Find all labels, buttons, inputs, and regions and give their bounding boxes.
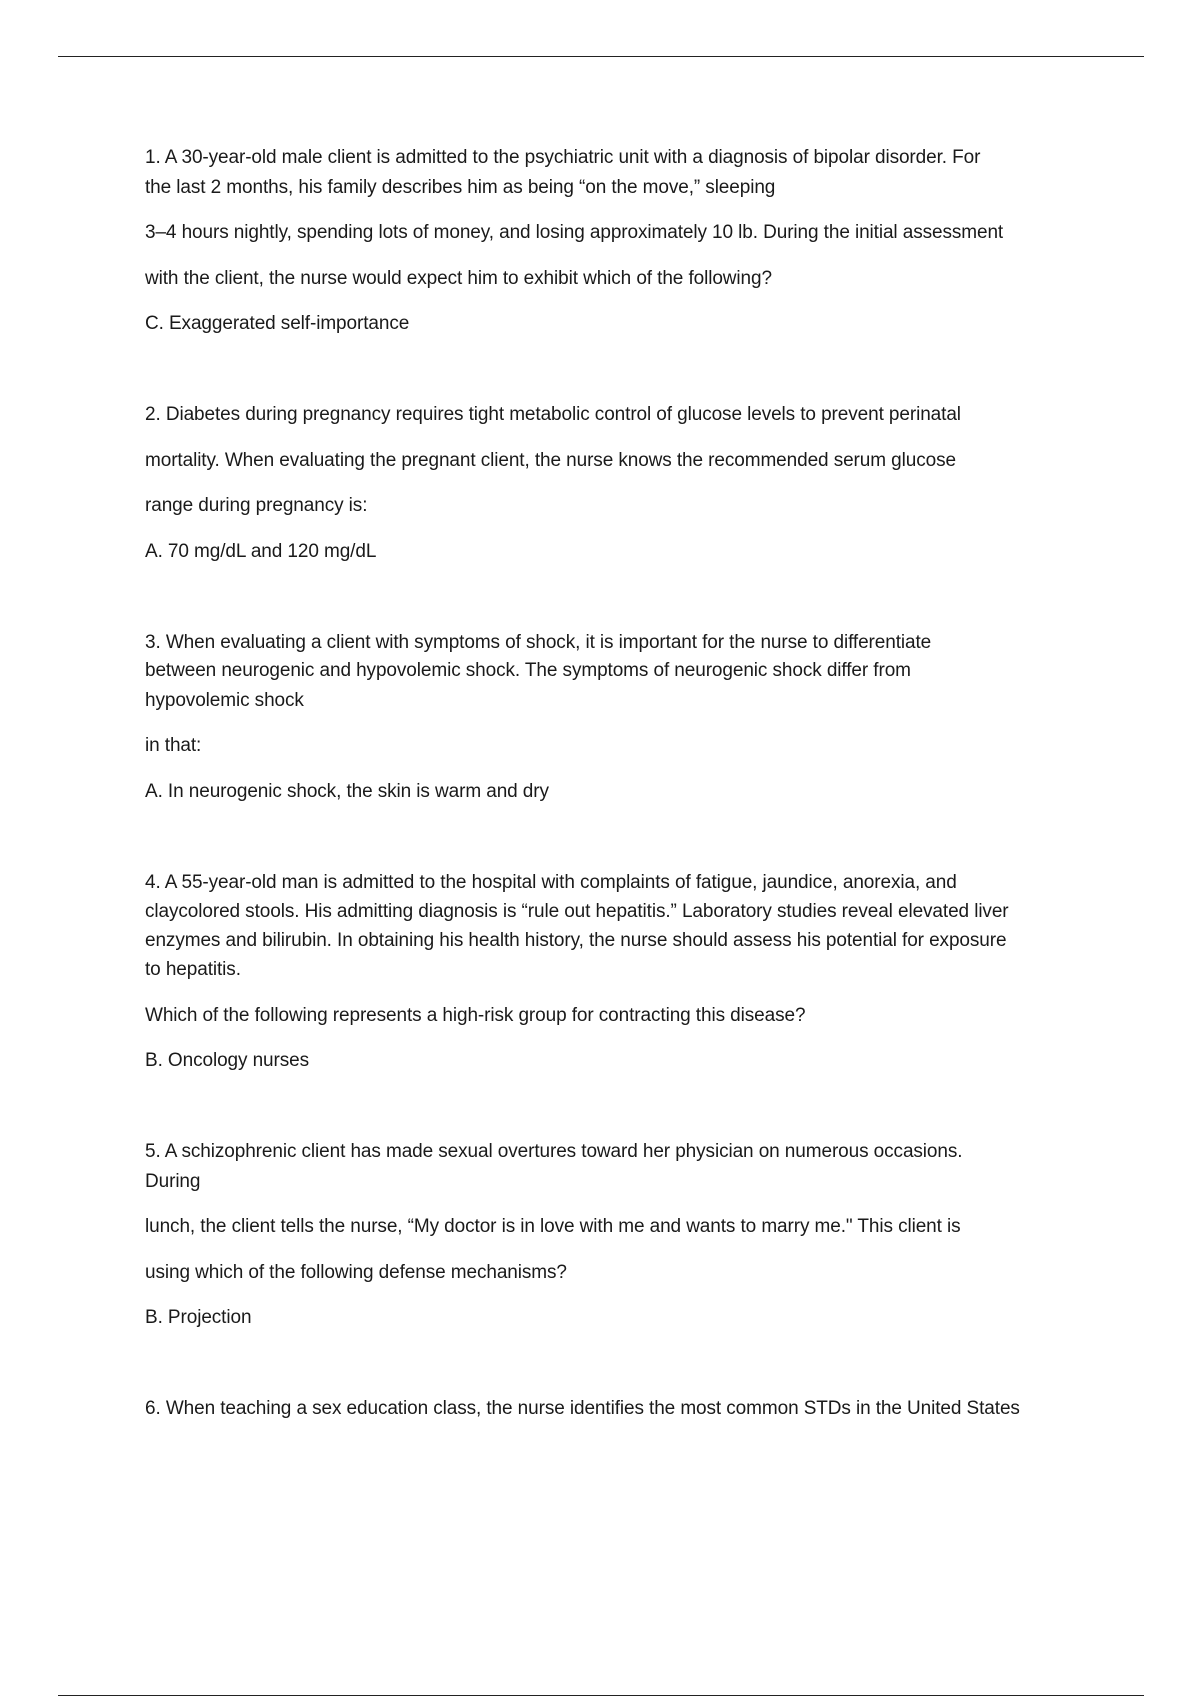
question-6-text: 6. When teaching a sex education class, the nurse identifies the most common STDs in the United States bbox=[145, 1398, 1020, 1419]
question-1-text: 1. A 30-year-old male client is admitted to the psychiatric unit with a diagnosis of bipolar disorder. For bbox=[145, 147, 981, 168]
question-1-text: 3–4 hours nightly, spending lots of money, and losing approximately 10 lb. During the initial assessment bbox=[145, 222, 1004, 243]
question-5-text: 5. A schizophrenic client has made sexual overtures toward her physician on numerous occasions. bbox=[145, 1141, 963, 1162]
question-3-text: in that: bbox=[145, 735, 202, 756]
question-2-text: mortality. When evaluating the pregnant client, the nurse knows the recommended serum glucose bbox=[145, 450, 956, 471]
question-3-answer: A. In neurogenic shock, the skin is warm and dry bbox=[145, 781, 549, 802]
question-4-text: enzymes and bilirubin. In obtaining his health history, the nurse should assess his potential for exposure bbox=[145, 930, 1007, 951]
question-2-text: range during pregnancy is: bbox=[145, 495, 368, 516]
question-5-text: During bbox=[145, 1171, 201, 1192]
header-rule bbox=[58, 56, 1144, 57]
footer-rule bbox=[58, 1695, 1144, 1696]
question-4-text: 4. A 55-year-old man is admitted to the hospital with complaints of fatigue, jaundice, anorexia, and bbox=[145, 872, 957, 893]
question-2-answer: A. 70 mg/dL and 120 mg/dL bbox=[145, 541, 377, 562]
question-1-answer: C. Exaggerated self-importance bbox=[145, 313, 410, 334]
question-2-text: 2. Diabetes during pregnancy requires tight metabolic control of glucose levels to prevent perinatal bbox=[145, 404, 961, 425]
question-4-text: to hepatitis. bbox=[145, 959, 241, 980]
question-5-answer: B. Projection bbox=[145, 1307, 252, 1328]
question-3-text: between neurogenic and hypovolemic shock. The symptoms of neurogenic shock differ from bbox=[145, 660, 911, 681]
question-4-answer: B. Oncology nurses bbox=[145, 1050, 310, 1071]
question-1-text: the last 2 months, his family describes him as being “on the move,” sleeping bbox=[145, 177, 776, 198]
question-3-text: 3. When evaluating a client with symptoms of shock, it is important for the nurse to differentiate bbox=[145, 632, 932, 653]
question-4-text: claycolored stools. His admitting diagnosis is “rule out hepatitis.” Laboratory studies reveal elevated liver bbox=[145, 901, 1009, 922]
question-5-text: lunch, the client tells the nurse, “My doctor is in love with me and wants to marry me." This client is bbox=[145, 1216, 961, 1237]
question-5-text: using which of the following defense mechanisms? bbox=[145, 1262, 567, 1283]
question-1-text: with the client, the nurse would expect him to exhibit which of the following? bbox=[145, 268, 772, 289]
question-3-text: hypovolemic shock bbox=[145, 690, 304, 711]
question-4-text: Which of the following represents a high-risk group for contracting this disease? bbox=[145, 1005, 806, 1026]
